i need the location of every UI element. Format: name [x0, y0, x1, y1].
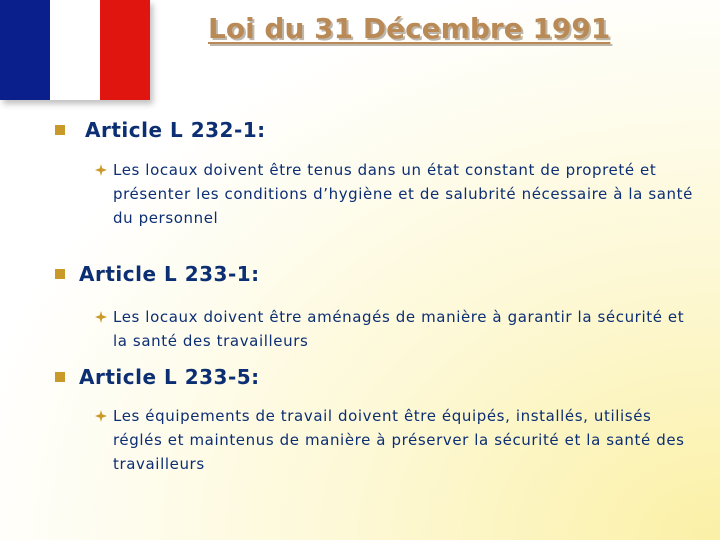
article-heading: Article L 233-5:	[79, 365, 260, 389]
french-flag-icon	[0, 0, 150, 100]
flag-white-band	[50, 0, 100, 100]
article-text: Les équipements de travail doivent être équipés, installés, utilisés réglés et maintenus de manière à préserver la sécurité et la santé des travailleurs	[113, 407, 685, 473]
flag-red-band	[100, 0, 150, 100]
square-bullet-icon	[55, 269, 65, 279]
article-heading: Article L 232-1:	[85, 118, 266, 142]
article-text-row-3	[95, 404, 695, 476]
star-bullet-icon	[95, 404, 113, 476]
square-bullet-icon	[55, 125, 65, 135]
article-text-row-1	[95, 158, 695, 230]
article-heading-row-3	[55, 365, 260, 389]
article-heading: Article L 233-1:	[79, 262, 260, 286]
article-text: Les locaux doivent être tenus dans un état constant de propreté et présenter les conditions d’hygiène et de salubrité nécessaire à la santé du personnel	[113, 161, 693, 227]
slide-title: Loi du 31 Décembre 1991	[208, 12, 611, 45]
article-heading-row-2	[55, 262, 260, 286]
flag-blue-band	[0, 0, 50, 100]
article-text: Les locaux doivent être aménagés de manière à garantir la sécurité et la santé des travailleurs	[113, 308, 685, 350]
star-bullet-icon	[95, 158, 113, 230]
article-text-row-2	[95, 305, 695, 353]
article-heading-row-1	[55, 118, 266, 142]
square-bullet-icon	[55, 372, 65, 382]
star-bullet-icon	[95, 305, 113, 353]
